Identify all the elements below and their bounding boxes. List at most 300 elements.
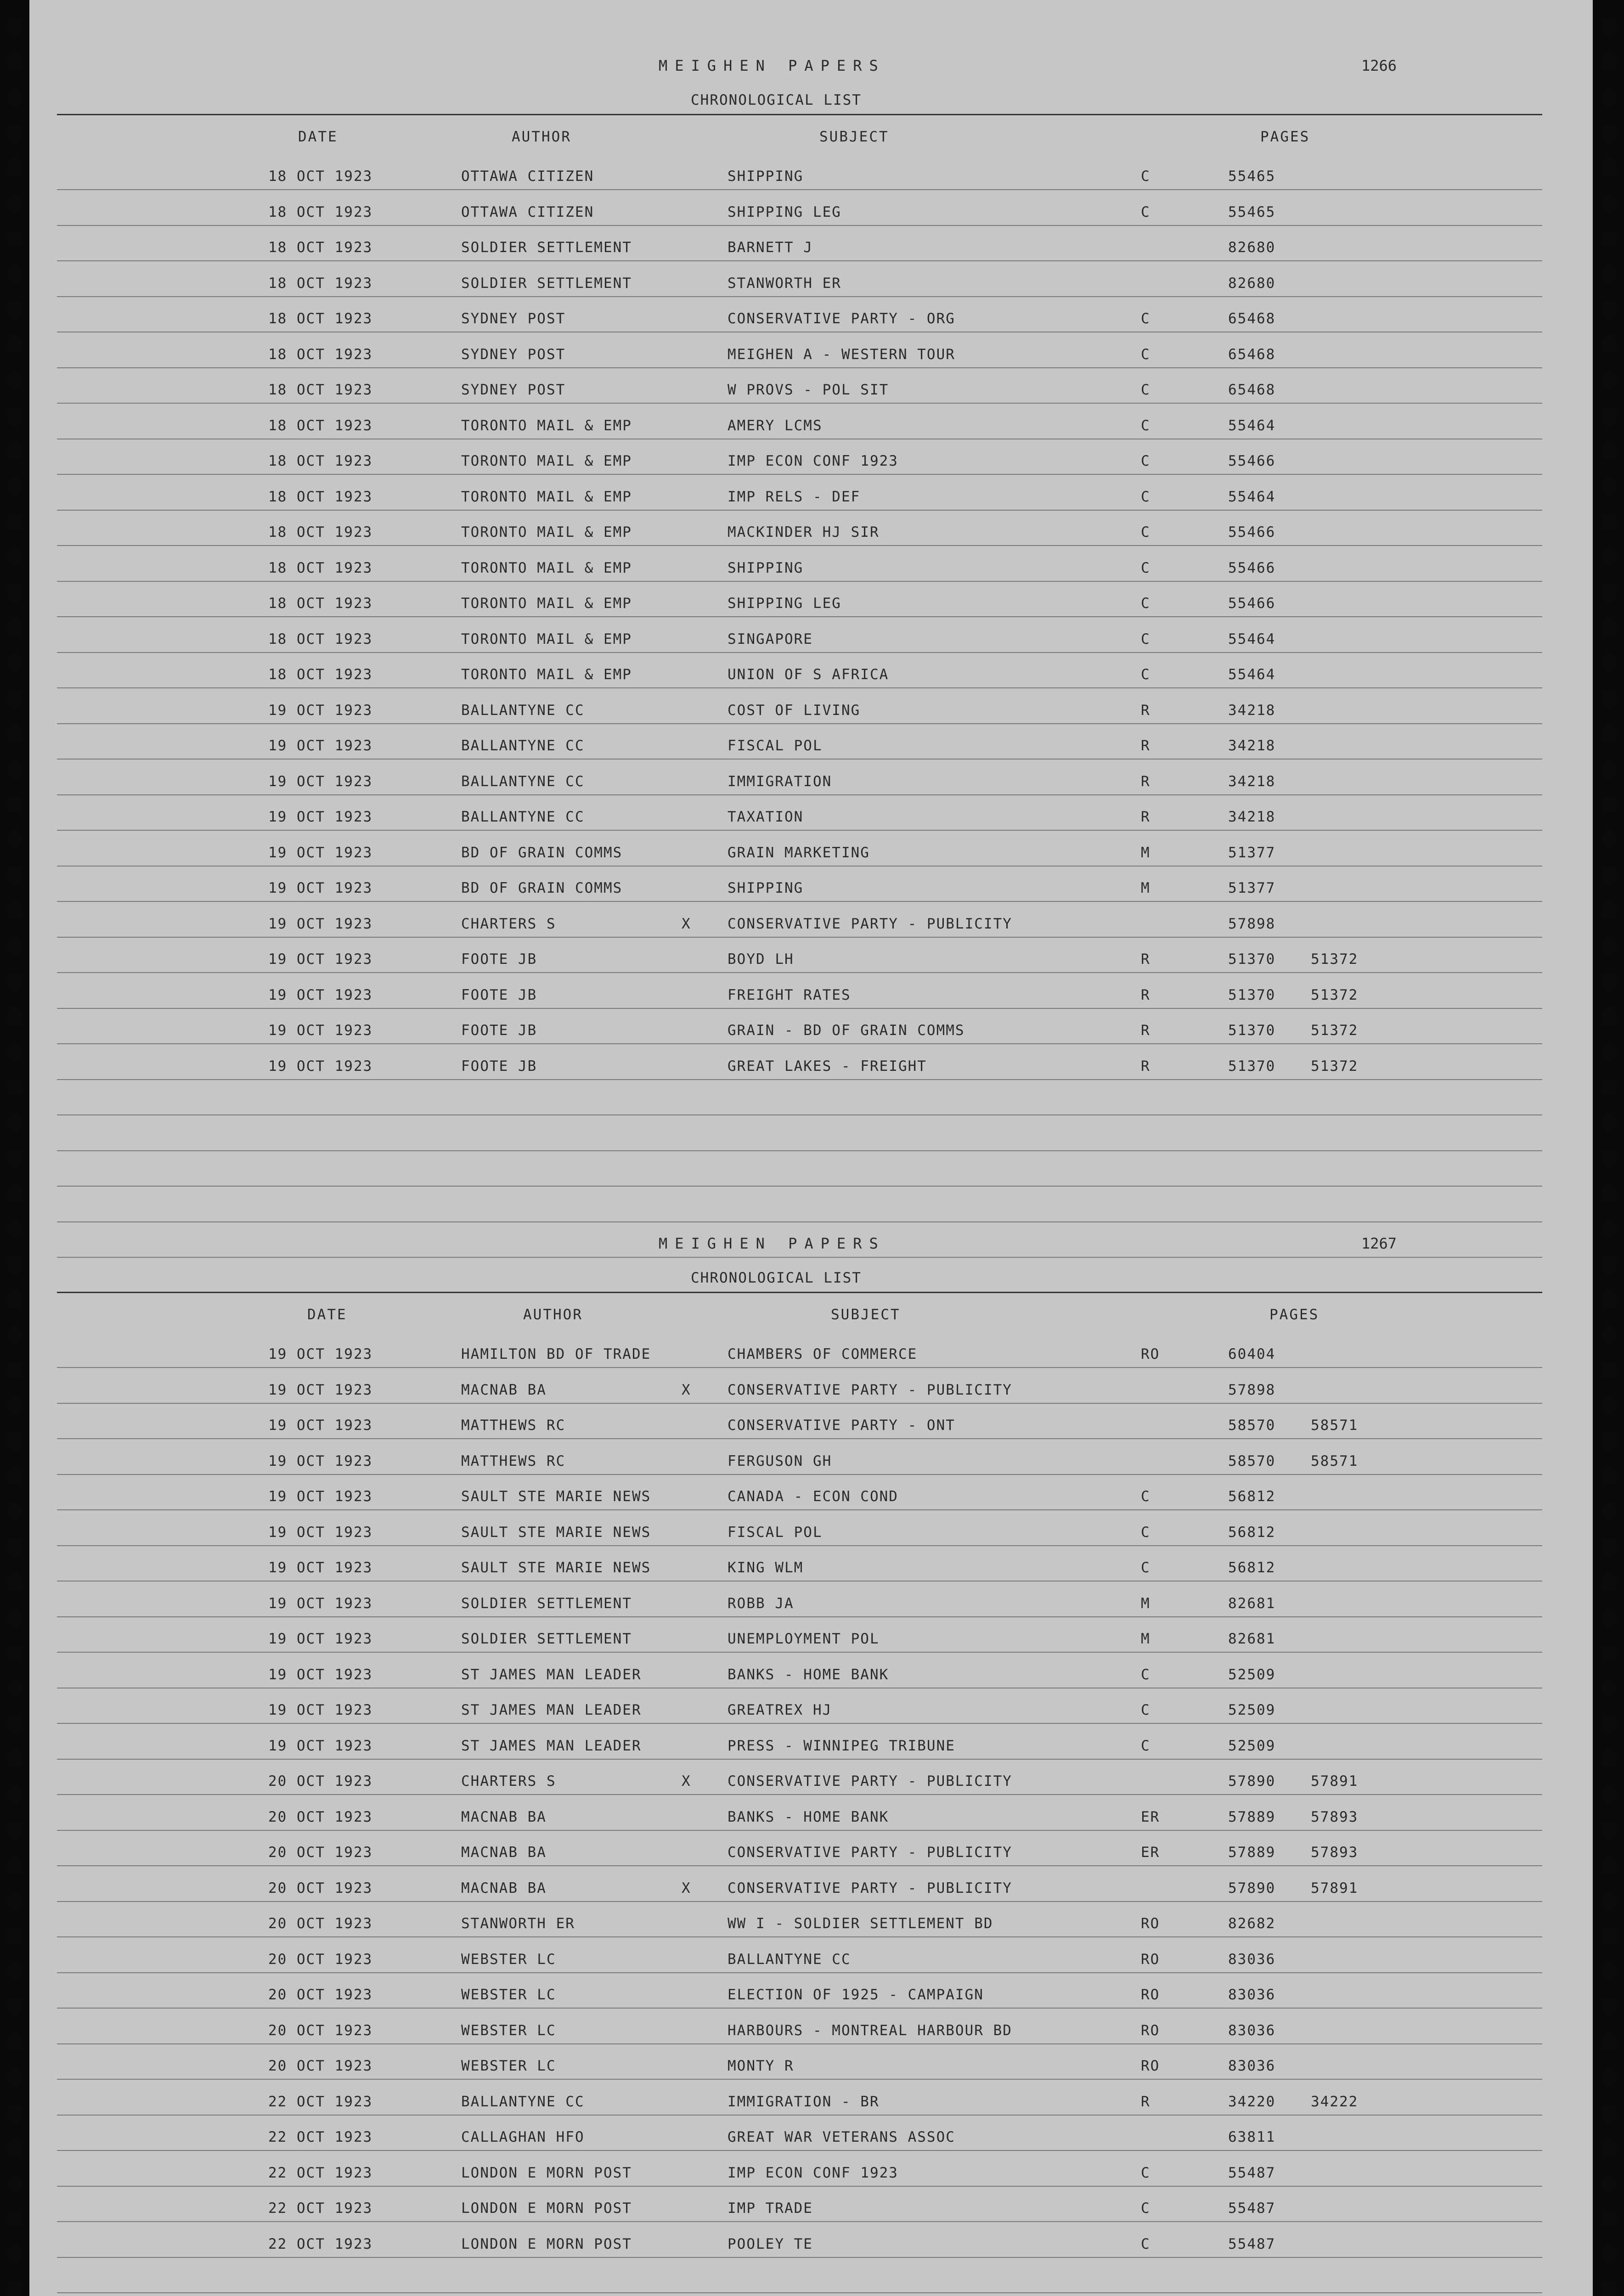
row-rule [57,296,1542,297]
entry-date: 19 OCT 1923 [268,1452,373,1469]
entry-code: R [1141,986,1150,1003]
entry-date: 18 OCT 1923 [268,239,373,256]
entry-author: ST JAMES MAN LEADER [461,1666,642,1683]
entry-page-end: 51372 [1311,986,1359,1003]
table-row [29,302,1593,330]
entry-subject: IMP ECON CONF 1923 [727,2164,898,2181]
feed-hole [1601,1327,1618,1343]
blank-rule [57,1150,1542,1151]
entry-page-start: 51377 [1228,880,1276,896]
feed-hole [6,231,23,247]
feed-hole [6,902,23,919]
entry-author: WEBSTER LC [461,2022,556,2039]
entry-author: TORONTO MAIL & EMP [461,453,632,469]
entry-page-start: 83036 [1228,2058,1276,2074]
feed-hole [1601,2175,1618,2192]
entry-subject: AMERY LCMS [727,417,823,434]
table-row [29,1658,1593,1686]
entry-author: LONDON E MORN POST [461,2235,632,2252]
page-number: 1267 [1361,1235,1397,1252]
entry-page-start: 55466 [1228,453,1276,469]
row-rule [57,723,1542,724]
entry-code: C [1141,310,1150,327]
entry-page-start: 57889 [1228,1844,1276,1861]
entry-author: MACNAB BA [461,1880,547,1896]
entry-subject: HARBOURS - MONTREAL HARBOUR BD [727,2022,1012,2039]
entry-page-start: 55466 [1228,595,1276,612]
entry-code: C [1141,1524,1150,1541]
entry-date: 18 OCT 1923 [268,346,373,363]
entry-author: STANWORTH ER [461,1915,575,1932]
feed-hole [6,337,23,353]
entry-author: SAULT STE MARIE NEWS [461,1559,651,1576]
feed-hole [1601,478,1618,495]
column-header-author: AUTHOR [512,129,571,145]
entry-date: 18 OCT 1923 [268,310,373,327]
entry-date: 19 OCT 1923 [268,986,373,1003]
entry-subject: CONSERVATIVE PARTY - PUBLICITY [727,1844,1012,1861]
feed-hole [6,1574,23,1591]
feed-hole [1601,372,1618,388]
entry-code: C [1141,1488,1150,1505]
entry-page-start: 56812 [1228,1524,1276,1541]
row-rule [57,260,1542,261]
feed-hole [1601,1857,1618,1874]
entry-subject: BANKS - HOME BANK [727,1666,889,1683]
entry-date: 18 OCT 1923 [268,559,373,576]
table-row [29,1587,1593,1615]
entry-date: 19 OCT 1923 [268,1488,373,1505]
entry-code: R [1141,2093,1150,2110]
entry-subject: CONSERVATIVE PARTY - PUBLICITY [727,1880,1012,1896]
row-rule [57,2115,1542,2116]
entry-subject: W PROVS - POL SIT [727,382,889,398]
entry-subject: BOYD LH [727,951,794,968]
feed-hole [6,1185,23,1202]
entry-page-start: 55487 [1228,2164,1276,2181]
feed-hole [6,513,23,530]
entry-author: LONDON E MORN POST [461,2164,632,2181]
feed-hole [6,1680,23,1697]
table-row [29,2121,1593,2148]
entry-code: C [1141,559,1150,576]
entry-page-start: 56812 [1228,1559,1276,1576]
entry-date: 20 OCT 1923 [268,1915,373,1932]
feed-hole [6,761,23,777]
row-rule [57,1008,1542,1009]
entry-page-end: 51372 [1311,1022,1359,1039]
feed-hole [1601,337,1618,353]
entry-author: TORONTO MAIL & EMP [461,417,632,434]
entry-author: BD OF GRAIN COMMS [461,880,623,896]
feed-hole [1601,796,1618,813]
entry-page-start: 58570 [1228,1417,1276,1434]
row-rule [57,866,1542,867]
entry-code: C [1141,382,1150,398]
entry-code: R [1141,1022,1150,1039]
entry-page-end: 57893 [1311,1808,1359,1825]
row-rule [57,1865,1542,1866]
feed-hole [6,89,23,106]
entry-page-start: 52509 [1228,1666,1276,1683]
entry-author: BALLANTYNE CC [461,773,585,790]
row-rule [57,1043,1542,1044]
feed-hole [1601,1680,1618,1697]
feed-hole [1601,1609,1618,1626]
entry-date: 19 OCT 1923 [268,1346,373,1362]
entry-code: C [1141,666,1150,683]
feed-hole [1601,690,1618,707]
feed-hole [1601,1786,1618,1803]
entry-author: CALLAGHAN HFO [461,2129,585,2145]
entry-code: C [1141,2164,1150,2181]
table-row [29,587,1593,614]
entry-author: OTTAWA CITIZEN [461,203,594,220]
entry-mark: X [682,1381,691,1398]
column-header-author: AUTHOR [523,1306,583,1323]
entry-page-end: 51372 [1311,1058,1359,1075]
feed-hole [6,1539,23,1555]
entry-date: 22 OCT 1923 [268,2129,373,2145]
table-row [29,1445,1593,1472]
entry-date: 18 OCT 1923 [268,203,373,220]
feed-hole [1601,443,1618,459]
entry-mark: X [682,1773,691,1790]
entry-mark: X [682,1880,691,1896]
entry-date: 20 OCT 1923 [268,1844,373,1861]
row-rule [57,652,1542,653]
entry-subject: TAXATION [727,809,804,825]
entry-author: HAMILTON BD OF TRADE [461,1346,651,1362]
table-row [29,1943,1593,1970]
entry-date: 20 OCT 1923 [268,1880,373,1896]
entry-code: RO [1141,2058,1160,2074]
feed-hole [1601,584,1618,601]
entry-author: TORONTO MAIL & EMP [461,666,632,683]
feed-hole [1601,1751,1618,1767]
row-rule [57,937,1542,938]
entry-code: C [1141,346,1150,363]
table-row [29,1765,1593,1792]
feed-hole [1601,195,1618,212]
entry-subject: UNEMPLOYMENT POL [727,1631,880,1647]
entry-page-start: 34218 [1228,809,1276,825]
entry-page-start: 65468 [1228,382,1276,398]
table-row [29,1872,1593,1899]
row-rule [57,972,1542,973]
entry-code: RO [1141,2022,1160,2039]
entry-date: 19 OCT 1923 [268,1559,373,1576]
row-rule [57,367,1542,368]
entry-author: WEBSTER LC [461,2058,556,2074]
row-rule [57,1616,1542,1617]
feed-hole [1601,1539,1618,1555]
entry-date: 18 OCT 1923 [268,275,373,292]
entry-date: 20 OCT 1923 [268,2058,373,2074]
feed-hole [1601,513,1618,530]
feed-hole [1601,2281,1618,2296]
row-rule [57,1367,1542,1368]
table-row [29,160,1593,187]
table-row [29,480,1593,508]
row-rule [57,581,1542,582]
entry-page-end: 58571 [1311,1417,1359,1434]
entry-author: SYDNEY POST [461,346,566,363]
entry-author: SOLDIER SETTLEMENT [461,275,632,292]
feed-hole [6,584,23,601]
column-header-pages: PAGES [1269,1306,1320,1323]
entry-subject: SHIPPING LEG [727,595,841,612]
blank-rule [57,1186,1542,1187]
entry-code: C [1141,630,1150,647]
entry-page-start: 55464 [1228,666,1276,683]
entry-author: SOLDIER SETTLEMENT [461,1595,632,1612]
feed-hole [6,478,23,495]
entry-page-start: 65468 [1228,346,1276,363]
feed-hole [6,2281,23,2296]
feed-hole [6,1433,23,1449]
feed-hole [1601,1256,1618,1272]
entry-page-start: 55466 [1228,524,1276,540]
feed-hole [6,2069,23,2086]
entry-code: RO [1141,1986,1160,2003]
entry-page-start: 56812 [1228,1488,1276,1505]
entry-subject: MACKINDER HJ SIR [727,524,880,540]
row-rule [57,687,1542,688]
entry-author: SYDNEY POST [461,382,566,398]
table-row [29,1907,1593,1935]
entry-subject: GRAIN - BD OF GRAIN COMMS [727,1022,965,1039]
feed-hole [1601,1468,1618,1485]
entry-date: 19 OCT 1923 [268,951,373,968]
entry-date: 19 OCT 1923 [268,844,373,861]
feed-hole [1601,549,1618,565]
entry-subject: FISCAL POL [727,1524,823,1541]
column-header-date: DATE [307,1306,347,1323]
row-rule [57,1830,1542,1831]
entry-date: 19 OCT 1923 [268,1595,373,1612]
entry-page-start: 65468 [1228,310,1276,327]
entry-page-start: 51370 [1228,986,1276,1003]
table-row [29,2049,1593,2077]
feed-hole [6,372,23,388]
feed-hole [1601,2140,1618,2156]
feed-hole [6,1857,23,1874]
entry-subject: CANADA - ECON COND [727,1488,898,1505]
entry-date: 19 OCT 1923 [268,773,373,790]
feed-hole [1601,160,1618,176]
feed-hole [6,2175,23,2192]
row-rule [57,2186,1542,2187]
feed-hole [6,1256,23,1272]
entry-subject: GRAIN MARKETING [727,844,870,861]
entry-code: R [1141,809,1150,825]
entry-date: 19 OCT 1923 [268,1666,373,1683]
feed-hole [6,796,23,813]
feed-hole [1601,1008,1618,1025]
row-rule [57,616,1542,617]
row-rule [57,2221,1542,2222]
row-rule [57,225,1542,226]
blank-rule [57,1221,1542,1222]
feed-hole [1601,973,1618,990]
entry-subject: SHIPPING [727,168,804,185]
entry-code: ER [1141,1844,1160,1861]
row-rule [57,759,1542,760]
blank-rule [57,1114,1542,1115]
feed-hole [6,1645,23,1661]
row-rule [57,830,1542,831]
entry-subject: SHIPPING [727,559,804,576]
table-row [29,1622,1593,1650]
entry-date: 19 OCT 1923 [268,1631,373,1647]
entry-date: 18 OCT 1923 [268,168,373,185]
entry-subject: SHIPPING [727,880,804,896]
feed-hole [6,1221,23,1237]
feed-hole [1601,726,1618,742]
entry-date: 20 OCT 1923 [268,1986,373,2003]
entry-page-start: 63811 [1228,2129,1276,2145]
table-row [29,1801,1593,1828]
feed-hole [6,655,23,671]
entry-subject: POOLEY TE [727,2235,813,2252]
entry-page-start: 34220 [1228,2093,1276,2110]
table-row [29,1516,1593,1543]
entry-date: 20 OCT 1923 [268,1773,373,1790]
entry-author: ST JAMES MAN LEADER [461,1737,642,1754]
table-row [29,2014,1593,2042]
entry-date: 18 OCT 1923 [268,630,373,647]
feed-hole [1601,18,1618,35]
entry-subject: KING WLM [727,1559,804,1576]
entry-date: 20 OCT 1923 [268,2022,373,2039]
entry-page-start: 55465 [1228,203,1276,220]
feed-hole [1601,2246,1618,2262]
feed-hole [6,266,23,282]
table-row [29,979,1593,1006]
entry-subject: GREAT LAKES - FREIGHT [727,1058,927,1075]
feed-hole [1601,1150,1618,1166]
entry-code: C [1141,524,1150,540]
entry-page-start: 57890 [1228,1773,1276,1790]
entry-code: RO [1141,1915,1160,1932]
entry-subject: FREIGHT RATES [727,986,851,1003]
feed-hole [6,1327,23,1343]
table-row [29,1551,1593,1579]
table-row [29,338,1593,366]
entry-page-start: 82681 [1228,1631,1276,1647]
row-rule [57,1759,1542,1760]
table-row [29,1836,1593,1863]
entry-date: 19 OCT 1923 [268,1417,373,1434]
entry-author: WEBSTER LC [461,1986,556,2003]
feed-hole [1601,2105,1618,2121]
entry-page-start: 60404 [1228,1346,1276,1362]
page-subtitle: CHRONOLOGICAL LIST [691,1270,862,1286]
entry-subject: SHIPPING LEG [727,203,841,220]
feed-hole [6,407,23,424]
row-rule [57,189,1542,190]
entry-author: WEBSTER LC [461,1951,556,1968]
entry-author: TORONTO MAIL & EMP [461,524,632,540]
table-row [29,1409,1593,1436]
entry-author: FOOTE JB [461,1022,537,1039]
entry-date: 20 OCT 1923 [268,1951,373,1968]
page-subtitle: CHRONOLOGICAL LIST [691,92,862,108]
entry-subject: STANWORTH ER [727,275,841,292]
feed-hole [6,1397,23,1414]
entry-subject: WW I - SOLDIER SETTLEMENT BD [727,1915,993,1932]
entry-page-start: 57889 [1228,1808,1276,1825]
entry-subject: COST OF LIVING [727,702,861,719]
entry-page-start: 58570 [1228,1452,1276,1469]
blank-rule [57,2292,1542,2293]
microfilm-sheet [29,0,1593,2296]
feed-hole [6,1503,23,1520]
entry-page-start: 55487 [1228,2235,1276,2252]
entry-subject: FISCAL POL [727,737,823,754]
entry-date: 18 OCT 1923 [268,666,373,683]
entry-page-start: 55466 [1228,559,1276,576]
feed-hole [6,54,23,70]
entry-subject: IMMIGRATION [727,773,832,790]
table-row [29,2228,1593,2255]
column-header-pages: PAGES [1260,129,1310,145]
feed-hole [6,2105,23,2121]
feed-hole [1601,1716,1618,1732]
entry-author: MATTHEWS RC [461,1452,566,1469]
table-row [29,551,1593,579]
feed-hole [6,1291,23,1308]
entry-date: 18 OCT 1923 [268,488,373,505]
feed-hole [1601,1185,1618,1202]
row-rule [57,510,1542,511]
entry-date: 19 OCT 1923 [268,1381,373,1398]
row-rule [57,1403,1542,1404]
entry-subject: IMP RELS - DEF [727,488,861,505]
entry-code: M [1141,1631,1150,1647]
entry-subject: MEIGHEN A - WESTERN TOUR [727,346,955,363]
page-number: 1266 [1361,57,1397,74]
entry-page-end: 57891 [1311,1880,1359,1896]
entry-page-end: 57891 [1311,1773,1359,1790]
entry-date: 19 OCT 1923 [268,1524,373,1541]
table-row [29,1014,1593,1041]
entry-date: 22 OCT 1923 [268,2235,373,2252]
table-row [29,623,1593,650]
column-header-subject: SUBJECT [819,129,889,145]
feed-hole [1601,1397,1618,1414]
table-row [29,409,1593,437]
table-row [29,1373,1593,1401]
entry-page-start: 55465 [1228,168,1276,185]
table-row [29,2085,1593,2113]
entry-author: MACNAB BA [461,1808,547,1825]
entry-date: 19 OCT 1923 [268,1737,373,1754]
entry-page-end: 58571 [1311,1452,1359,1469]
feed-hole [1601,1221,1618,1237]
feed-hole [1601,54,1618,70]
entry-author: FOOTE JB [461,951,537,968]
table-row [29,1480,1593,1508]
table-row [29,196,1593,223]
entry-date: 18 OCT 1923 [268,417,373,434]
entry-subject: ELECTION OF 1925 - CAMPAIGN [727,1986,984,2003]
column-header-subject: SUBJECT [831,1306,901,1323]
feed-hole [6,1892,23,1909]
feed-hole [1601,231,1618,247]
table-row [29,800,1593,828]
